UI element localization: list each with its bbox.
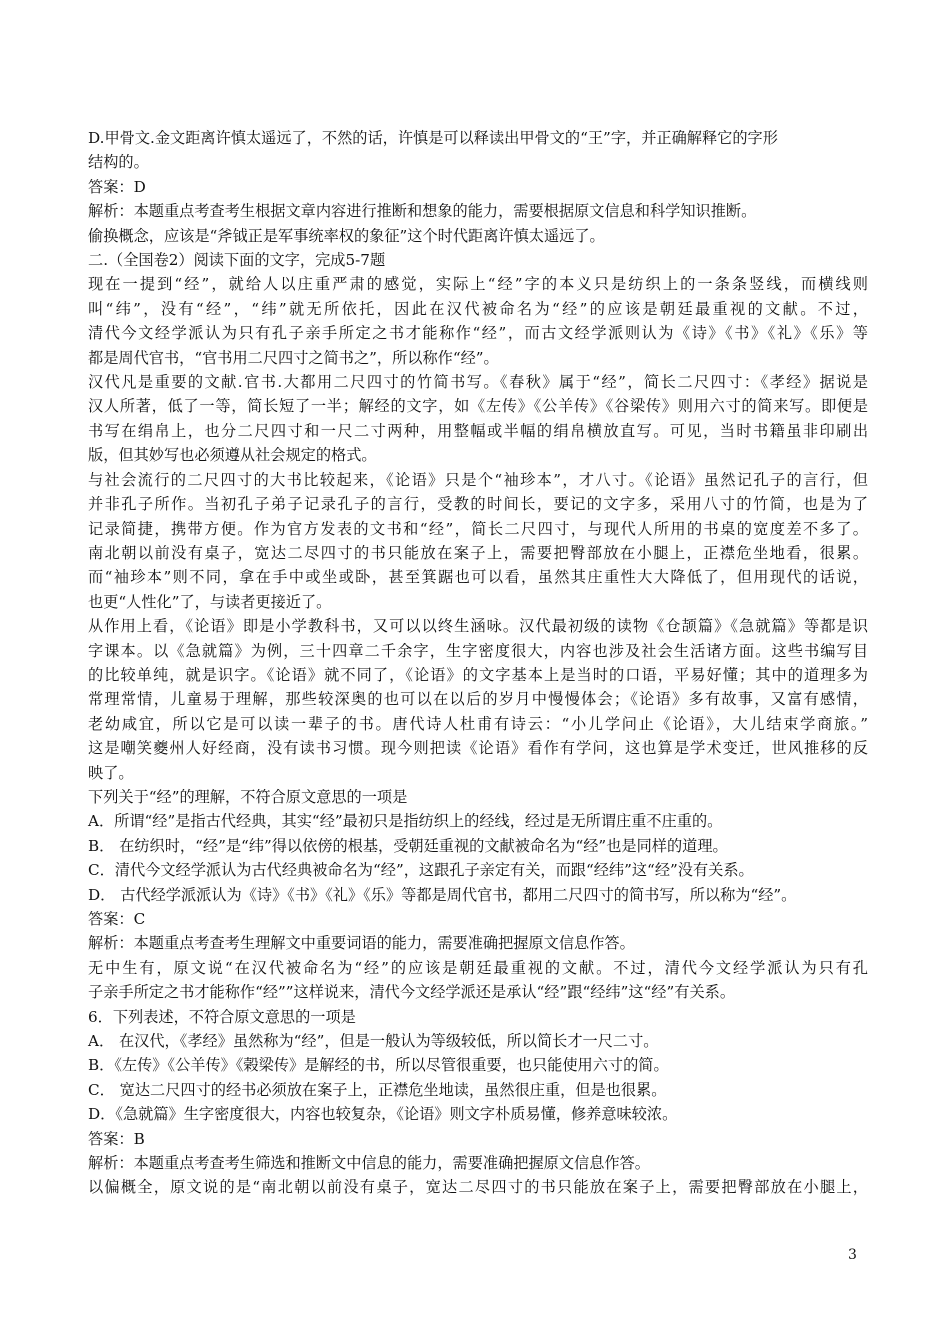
answer-line: 答案：B [88, 1129, 145, 1148]
text-line: 子亲手所定之书才能称作“经””这样说来，清代今文经学派还是承认“经”跟“经纬”这“经”有关系。 [88, 983, 736, 1002]
option-c: C． 宽达二尺四寸的经书必须放在案子上，正襟危坐地读，虽然很庄重，但是也很累。 [88, 1080, 667, 1099]
text-line: 现在一提到“经”，就给人以庄重严肃的感觉，实际上“经”字的本义只是纺织上的一条条竖线，而横线则 [88, 275, 868, 294]
option-d: D．《急就篇》生字密度很大，内容也较复杂，《论语》则文字朴质易懂，修养意味较浓。 [88, 1105, 678, 1124]
text-line: 汉代凡是重要的文献.官书.大都用二尺四寸的竹简书写。《春秋》属于“经”，简长二尺四寸：《孝经》据说是 [88, 373, 868, 392]
text-line: 映了。 [88, 763, 134, 782]
option-c: C．清代今文经学派认为古代经典被命名为“经”，这跟孔子亲定有关，而跟“经纬”这“经”没有关系。 [88, 861, 754, 880]
text-line: 叫“纬”，没有“经”，“纬”就无所依托，因此在汉代被命名为“经”的应该是朝廷最重视的文献。不过， [88, 299, 868, 318]
text-line: 无中生有，原文说“在汉代被命名为“经”的应该是朝廷最重视的文献。不过，清代今文经学派认为只有孔 [88, 958, 868, 977]
text-line: 版，但其妙写也必须遵从社会规定的格式。 [88, 446, 377, 465]
question-5: 下列关于“经”的理解，不符合原文意思的一项是 [88, 787, 408, 806]
section-heading: 二.（全国卷2）阅读下面的文字，完成5-7题 [88, 251, 386, 270]
text-line: 清代今文经学派认为只有孔子亲手所定之书才能称作“经”，而古文经学派则认为《诗》《书》《礼》《乐》等 [88, 324, 868, 343]
page-number: 3 [848, 1247, 857, 1263]
answer-line: 答案：C [88, 910, 146, 928]
text-line: 记录简捷，携带方便。作为官方发表的文书和“经”，简长二尺四寸，与现代人所用的书桌的宽度差不多了。 [88, 519, 868, 538]
text-line: 书写在绢帛上，也分二尺四寸和一尺二寸两种，用整幅或半幅的绢帛横放直写。可见，当时书籍虽非印刷出 [88, 421, 868, 440]
analysis-line: 解析：本题重点考查考生筛选和推断文中信息的能力，需要准确把握原文信息作答。 [88, 1154, 650, 1173]
text-line: 这是嘲笑夔州人好经商，没有读书习惯。现今则把读《论语》看作有学问，这也算是学术变迁，世风推移的反 [88, 739, 868, 758]
text-line: D.甲骨文.金文距离许慎太遥远了，不然的话，许慎是可以释读出甲骨文的“王”字，并正确解释它的字形 [88, 129, 778, 147]
text-line: 并非孔子所作。当初孔子弟子记录孔子的言行，受教的时间长，要记的文字多，采用八寸的竹简，也是为了 [88, 495, 868, 514]
text-line: 都是周代官书，“官书用二尺四寸之简书之”，所以称作“经”。 [88, 348, 499, 367]
text-line: 结构的。 [88, 153, 149, 172]
answer-line: 答案：D [88, 177, 146, 196]
option-a: A．所谓“经”是指古代经典，其实“经”最初只是指纺织上的经线，经过是无所谓庄重不庄重的。 [88, 812, 723, 831]
option-a: A． 在汉代，《孝经》虽然称为“经”，但是一般认为等级较低，所以简长才一尺二寸。 [88, 1032, 659, 1051]
text-line: 从作用上看，《论语》即是小学教科书，又可以以终生涵咏。汉代最初级的读物《仓颉篇》《急就篇》等都是识 [88, 617, 868, 636]
analysis-line: 解析：本题重点考查考生根据文章内容进行推断和想象的能力，需要根据原文信息和科学知识推断。 [88, 202, 757, 221]
option-b: B．《左传》《公羊传》《榖梁传》是解经的书，所以尽管很重要，也只能使用六寸的简。 [88, 1056, 669, 1075]
text-line: 南北朝以前没有桌子，宽达二尽四寸的书只能放在案子上，需要把臀部放在小腿上，正襟危坐地看，很累。 [88, 543, 868, 562]
text-line: 的比较单纯，就是识字。《论语》就不同了，《论语》的文字基本上是当时的口语，平易好懂；其中的道理多为 [88, 665, 868, 684]
document-body [88, 126, 868, 1200]
analysis-line: 解析：本题重点考查考生理解文中重要词语的能力，需要准确把握原文信息作答。 [88, 934, 635, 953]
text-line: 而“袖珍本”则不同，拿在手中或坐或卧，甚至箕踞也可以看，虽然其庄重性大大降低了，但用现代的话说， [88, 568, 868, 587]
text-line: 偷换概念，应该是“斧钺正是军事统率权的象征”这个时代距离许慎太遥远了。 [88, 226, 605, 245]
text-line: 常理常情，儿童易于理解，那些较深奥的也可以在以后的岁月中慢慢体会；《论语》多有故事，又富有感情， [88, 690, 868, 709]
option-d: D． 古代经学派派认为《诗》《书》《礼》《乐》等都是周代官书，都用二尺四寸的简书写，所以称为“经”。 [88, 885, 797, 904]
option-b: B． 在纺织时，“经”是“纬”得以依傍的根基，受朝廷重视的文献被命名为“经”也是同样的道理。 [88, 836, 728, 855]
text-line: 汉人所著，低了一等，简长短了一半；解经的文字，如《左传》《公羊传》《谷梁传》则用六寸的简来写。即便是 [88, 397, 868, 416]
text-line: 字课本。以《急就篇》为例，三十四章二千余字，生字密度很大，内容也涉及社会生活诸方面。这些书编写目 [88, 641, 868, 660]
text-line: 与社会流行的二尺四寸的大书比较起来，《论语》只是个“袖珍本”，才八寸。《论语》虽然记孔子的言行，但 [88, 470, 868, 489]
text-line: 也更“人性化”了，与读者更接近了。 [88, 592, 332, 611]
question-6: 6．下列表述，不符合原文意思的一项是 [88, 1007, 356, 1026]
text-line: 以偏概全，原文说的是“南北朝以前没有桌子，宽达二尽四寸的书只能放在案子上，需要把臀部放在小腿上， [88, 1178, 868, 1197]
text-line: 老幼咸宜，所以它是可以读一辈子的书。唐代诗人杜甫有诗云：“小儿学问止《论语》，大儿结束学商旅。” [88, 714, 868, 733]
